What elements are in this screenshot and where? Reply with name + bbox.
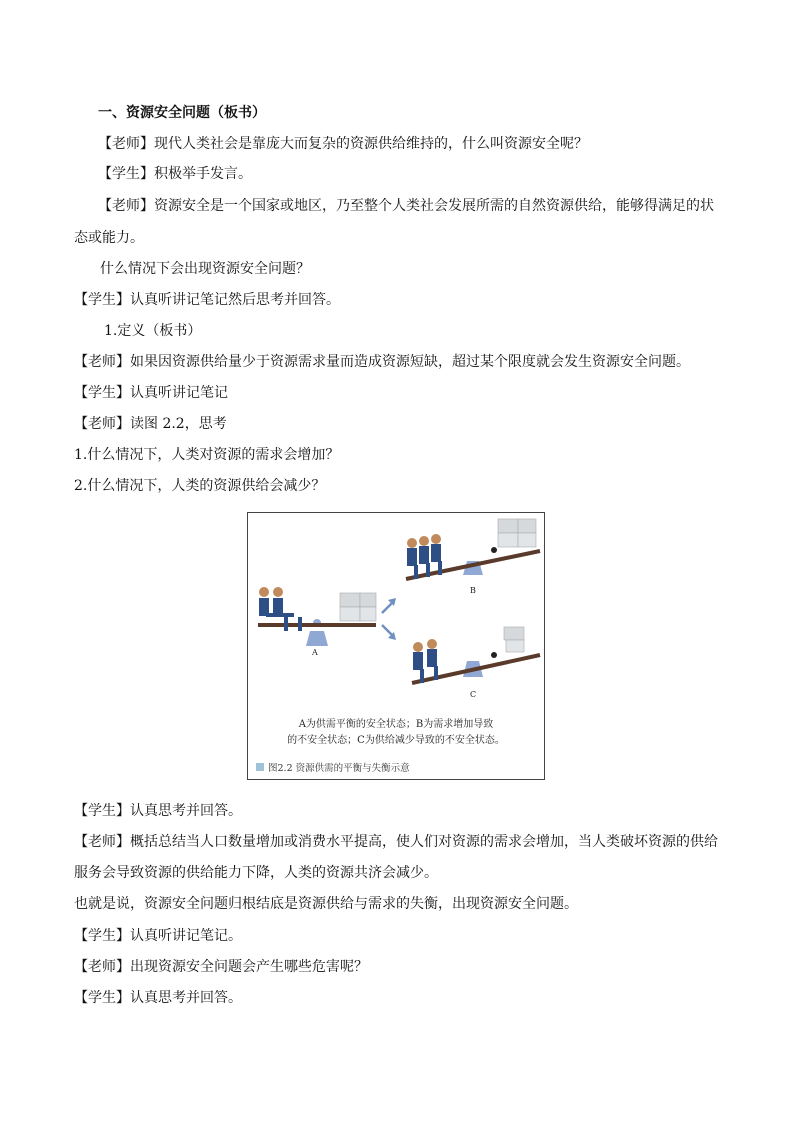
paragraph-line: 也就是说，资源安全问题归根结底是资源供给与需求的失衡，出现资源安全问题。	[74, 896, 578, 912]
resource-boxes-icon	[498, 519, 536, 547]
label-c: C	[470, 690, 477, 699]
figure-title-text: 图2.2 资源供需的平衡与失衡示意	[268, 763, 410, 774]
seesaw-a	[258, 587, 376, 646]
paragraph-line: 【学生】认真思考并回答。	[74, 803, 242, 819]
paragraph-line: 服务会导致资源的供给能力下降，人类的资源共济会减少。	[74, 865, 438, 881]
question-line: 2.什么情况下，人类的资源供给会减少？	[74, 478, 326, 494]
resource-boxes-icon	[340, 593, 376, 621]
figure-2-2	[247, 512, 545, 780]
people-icon	[413, 639, 438, 683]
label-a: A	[312, 648, 318, 657]
paragraph-line: 【学生】认真听讲记笔记	[74, 385, 228, 401]
paragraph-line: 【学生】认真思考并回答。	[74, 990, 242, 1006]
paragraph-line: 【老师】现代人类社会是靠庞大而复杂的资源供给维持的，什么叫资源安全呢？	[98, 136, 588, 152]
paragraph-line: 【学生】积极举手发言。	[98, 166, 252, 182]
paragraph-line: 态或能力。	[74, 230, 144, 246]
figure-caption-line1: A为供需平衡的安全状态；B为需求增加导致	[298, 719, 494, 730]
resource-boxes-icon	[504, 627, 524, 652]
figure-caption-line2: 的不安全状态；C为供给减少导致的不安全状态。	[287, 735, 505, 746]
caption-marker-icon	[256, 763, 264, 771]
paragraph-line: 【老师】概括总结当人口数量增加或消费水平提高，使人们对资源的需求会增加，当人类破坏资源的供给	[74, 834, 718, 850]
paragraph-line: 什么情况下会出现资源安全问题？	[100, 261, 310, 277]
paragraph-line: 【学生】认真听讲记笔记然后思考并回答。	[74, 292, 340, 308]
paragraph-line: 【老师】出现资源安全问题会产生哪些危害呢？	[74, 959, 368, 975]
subheading-definition: 1.定义（板书）	[104, 323, 202, 339]
paragraph-line: 【老师】读图 2.2，思考	[74, 416, 227, 432]
paragraph-line: 【老师】资源安全是一个国家或地区，乃至整个人类社会发展所需的自然资源供给，能够得满足的状	[98, 198, 714, 214]
arrow-down-icon	[382, 625, 396, 640]
fulcrum-icon	[306, 631, 328, 646]
seesaw-c	[412, 627, 540, 683]
label-b: B	[470, 586, 476, 595]
section-heading: 一、资源安全问题（板书）	[98, 105, 266, 121]
figure-title	[256, 760, 410, 774]
seesaw-board	[258, 623, 376, 627]
paragraph-line: 【学生】认真听讲记笔记。	[74, 928, 242, 944]
seesaw-b	[406, 519, 540, 579]
arrow-up-icon	[382, 598, 396, 613]
question-line: 1.什么情况下，人类对资源的需求会增加？	[74, 447, 340, 463]
paragraph-line: 【老师】如果因资源供给量少于资源需求量而造成资源短缺，超过某个限度就会发生资源安全问题。	[74, 354, 690, 370]
